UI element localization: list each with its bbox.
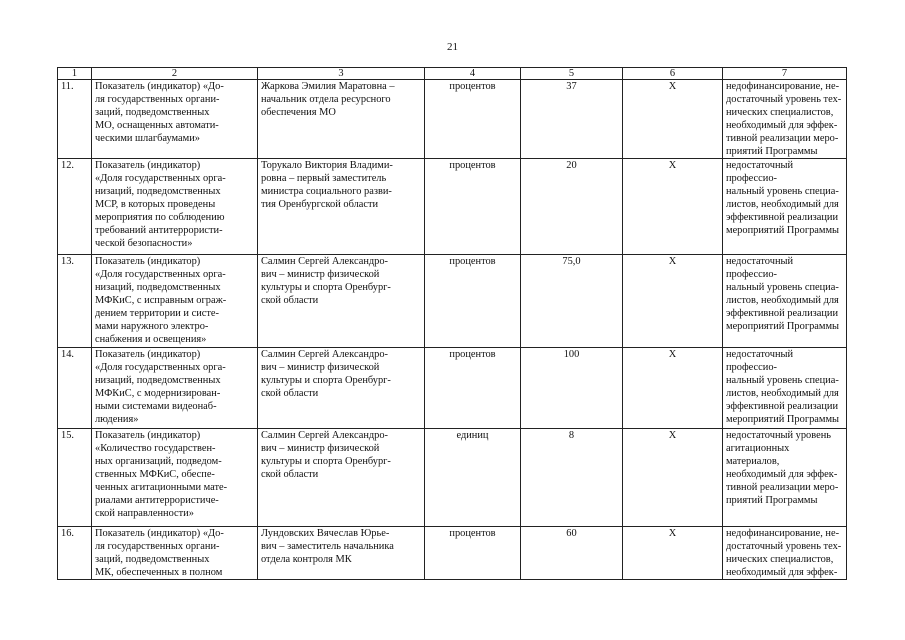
table-row	[58, 429, 847, 527]
reason-cell: недофинансирование, не- достаточный уровень тех- нических специалистов, необходимый для эффек- тивной реализации меро- приятий Программы	[723, 80, 847, 159]
table-row	[58, 255, 847, 348]
row-number: 11.	[58, 80, 92, 159]
indicator-cell: Показатель (индикатор) «Доля государственных орга- низаций, подведомственных МФКиС, с исправным ограж- дением территории и систе- мами наружного электро- снабжения и освещения»	[92, 255, 258, 348]
mark-cell: Х	[623, 348, 723, 429]
value-cell: 75,0	[521, 255, 623, 348]
indicator-cell: Показатель (индикатор) «Доля государственных орга- низаций, подведомственных МСР, в которых проведены мероприятия по соблюдению требований антитеррористи- ческой безопасности»	[92, 159, 258, 255]
row-number: 13.	[58, 255, 92, 348]
indicators-table	[57, 67, 847, 580]
reason-cell: недостаточный уровень агитационных материалов, необходимый для эффек- тивной реализации меро- приятий Программы	[723, 429, 847, 527]
unit-cell: процентов	[425, 159, 521, 255]
unit-cell: единиц	[425, 429, 521, 527]
value-cell: 100	[521, 348, 623, 429]
responsible-cell: Салмин Сергей Александро- вич – министр физической культуры и спорта Оренбург- ской области	[258, 348, 425, 429]
mark-cell: Х	[623, 80, 723, 159]
table-row	[58, 527, 847, 580]
column-header: 1	[58, 68, 92, 80]
reason-cell: недостаточный профессио- нальный уровень специа- листов, необходимый для эффективной реализации мероприятий Программы	[723, 159, 847, 255]
responsible-cell: Лундовских Вячеслав Юрье- вич – заместитель начальника отдела контроля МК	[258, 527, 425, 580]
responsible-cell: Салмин Сергей Александро- вич – министр физической культуры и спорта Оренбург- ской области	[258, 255, 425, 348]
column-header: 4	[425, 68, 521, 80]
column-header: 3	[258, 68, 425, 80]
mark-cell: Х	[623, 527, 723, 580]
value-cell: 60	[521, 527, 623, 580]
unit-cell: процентов	[425, 527, 521, 580]
responsible-cell: Торукало Виктория Владими- ровна – первый заместитель министра социального разви- тия Оренбургской области	[258, 159, 425, 255]
reason-cell: недостаточный профессио- нальный уровень специа- листов, необходимый для эффективной реализации мероприятий Программы	[723, 255, 847, 348]
value-cell: 8	[521, 429, 623, 527]
responsible-cell: Жаркова Эмилия Маратовна – начальник отдела ресурсного обеспечения МО	[258, 80, 425, 159]
row-number: 12.	[58, 159, 92, 255]
indicator-cell: Показатель (индикатор) «Доля государственных орга- низаций, подведомственных МФКиС, с модернизирован- ными системами видеонаб- людения»	[92, 348, 258, 429]
table-row	[58, 348, 847, 429]
unit-cell: процентов	[425, 255, 521, 348]
column-header: 7	[723, 68, 847, 80]
table-row	[58, 80, 847, 159]
value-cell: 37	[521, 80, 623, 159]
row-number: 14.	[58, 348, 92, 429]
row-number: 15.	[58, 429, 92, 527]
page-number: 21	[447, 41, 458, 53]
value-cell: 20	[521, 159, 623, 255]
table-row	[58, 159, 847, 255]
reason-cell: недостаточный профессио- нальный уровень специа- листов, необходимый для эффективной реализации мероприятий Программы	[723, 348, 847, 429]
header-row	[58, 68, 847, 80]
indicator-cell: Показатель (индикатор) «До- ля государственных органи- заций, подведомственных МО, оснащенных автомати- ческими шлагбаумами»	[92, 80, 258, 159]
responsible-cell: Салмин Сергей Александро- вич – министр физической культуры и спорта Оренбург- ской области	[258, 429, 425, 527]
reason-cell: недофинансирование, не- достаточный уровень тех- нических специалистов, необходимый для эффек-	[723, 527, 847, 580]
column-header: 2	[92, 68, 258, 80]
column-header: 6	[623, 68, 723, 80]
column-header: 5	[521, 68, 623, 80]
mark-cell: Х	[623, 255, 723, 348]
row-number: 16.	[58, 527, 92, 580]
mark-cell: Х	[623, 159, 723, 255]
unit-cell: процентов	[425, 348, 521, 429]
unit-cell: процентов	[425, 80, 521, 159]
mark-cell: Х	[623, 429, 723, 527]
indicator-cell: Показатель (индикатор) «Количество государствен- ных организаций, подведом- ственных МФКиС, обеспе- ченных агитационными мате- риалами антитеррористиче- ской направленности»	[92, 429, 258, 527]
indicator-cell: Показатель (индикатор) «До- ля государственных органи- заций, подведомственных МК, обеспеченных в полном	[92, 527, 258, 580]
